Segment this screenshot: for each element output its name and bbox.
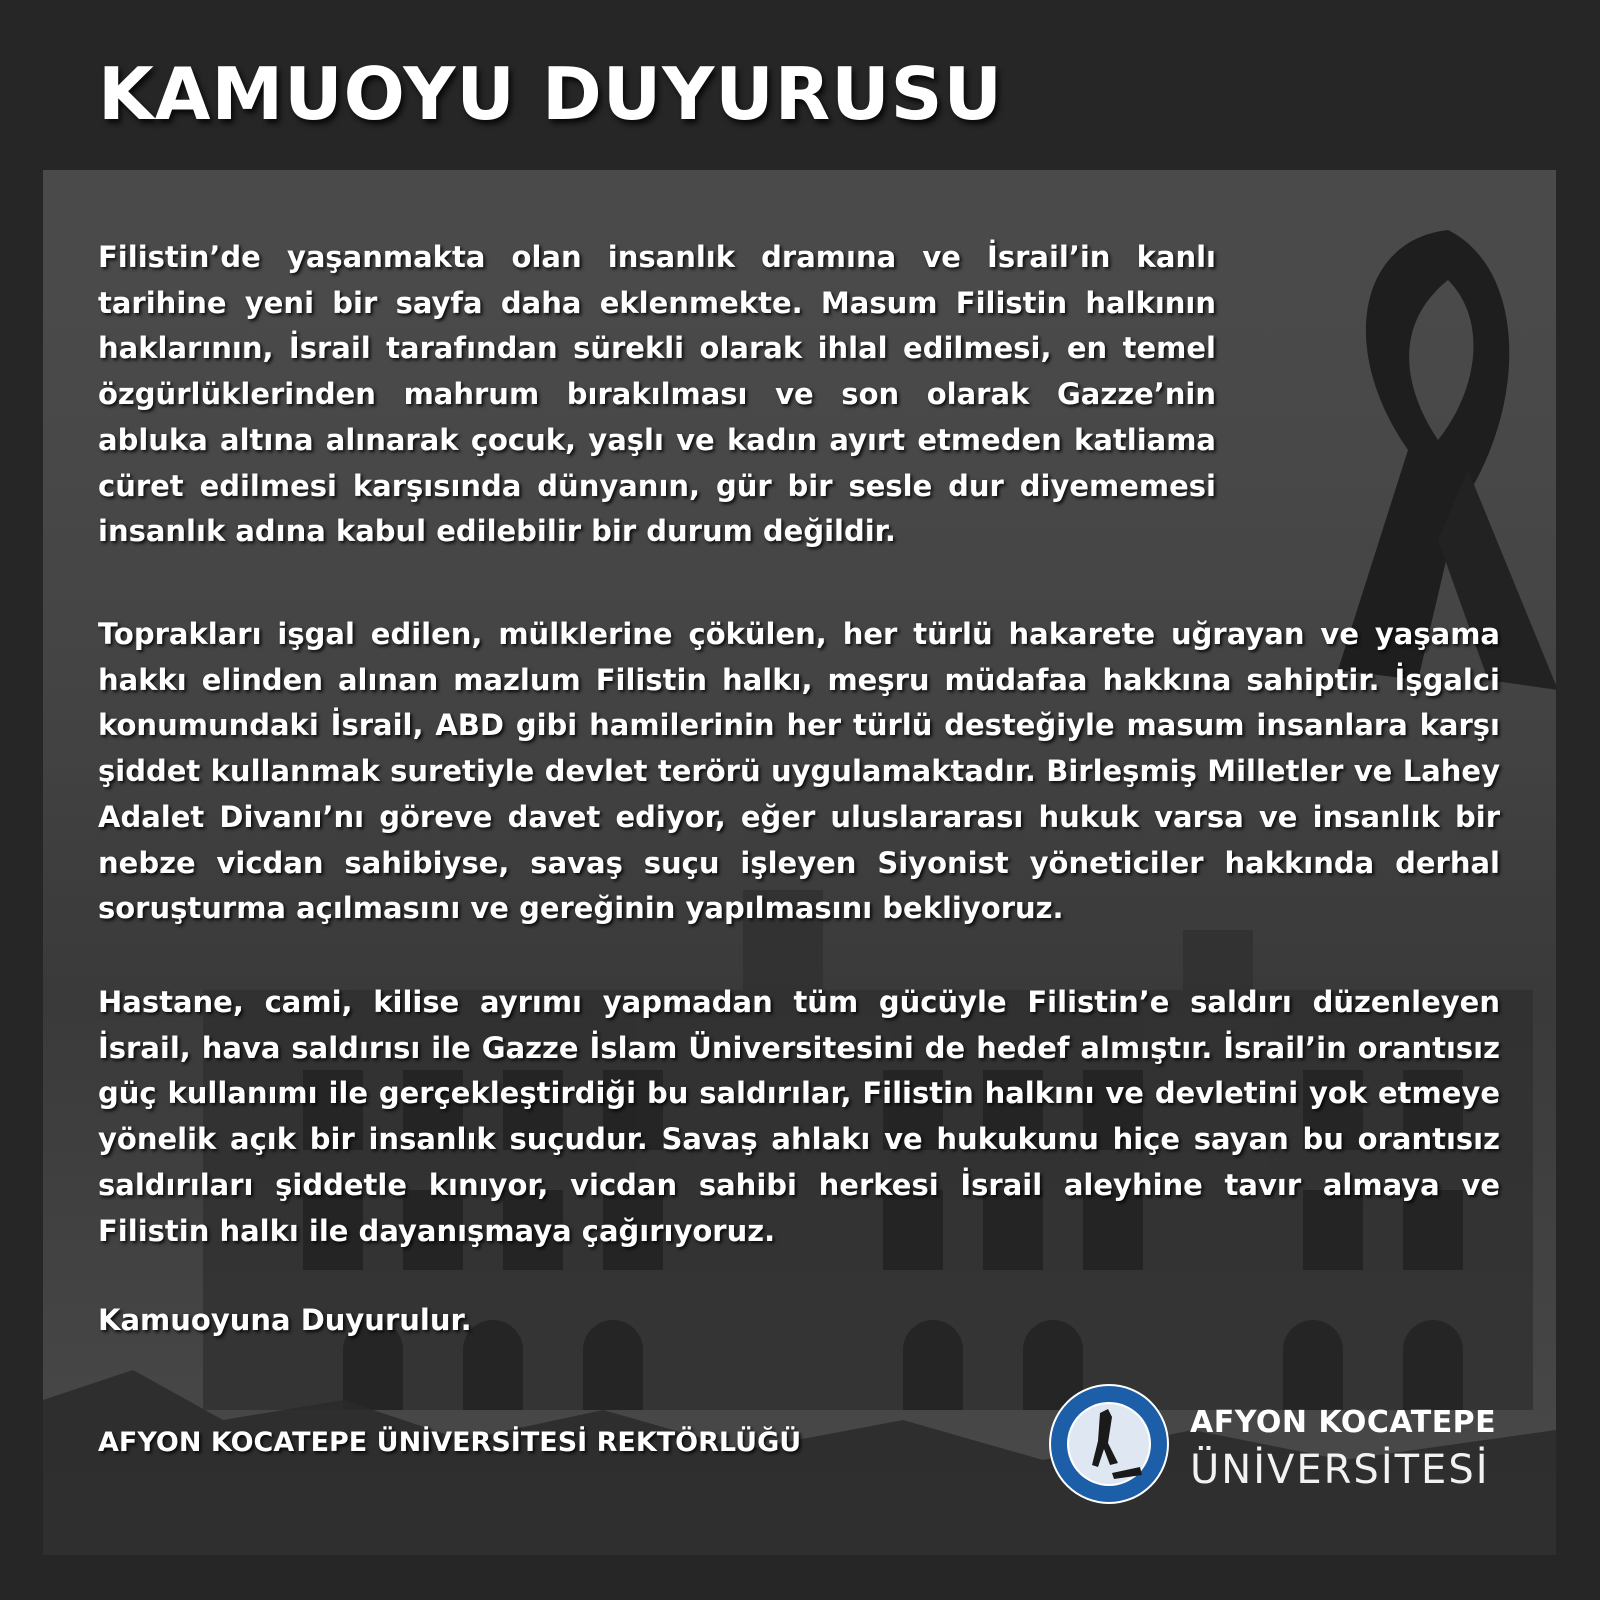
university-seal-icon [1048, 1383, 1170, 1505]
page-title: KAMUOYU DUYURUSU [98, 52, 1003, 136]
closing-line: Kamuoyuna Duyurulur. [98, 1303, 472, 1337]
paragraph-2: Toprakları işgal edilen, mülklerine çökülen, her türlü hakarete uğrayan ve yaşama hakkı elinden alınan mazlum Filistin halkı, meşru müdafaa hakkına sahiptir. İşgalci konumundaki İsrail, ABD gibi hamilerinin her türlü desteğiyle masum insanlara karşı şiddet kullanmak suretiyle devlet terörü uygulamaktadır. Birleşmiş Milletler ve Lahey Adalet Divanı’nı göreve davet ediyor, eğer uluslararası hukuk varsa ve insanlık bir nebze vicdan sahibiyse, savaş suçu işleyen Siyonist yöneticiler hakkında derhal soruşturma açılmasını ve gereğinin yapılmasını bekliyoruz. [98, 617, 1500, 926]
logo-name-line-1: AFYON KOCATEPE [1190, 1405, 1497, 1440]
signature: AFYON KOCATEPE ÜNİVERSİTESİ REKTÖRLÜĞÜ [98, 1427, 802, 1458]
paragraph-3: Hastane, cami, kilise ayrımı yapmadan tüm gücüyle Filistin’e saldırı düzenleyen İsrail, hava saldırısı ile Gazze İslam Üniversitesini de hedef almıştır. İsrail’in orantısız güç kullanımı ile gerçekleştirdiği bu saldırılar, Filistin halkını ve devletini yok etmeye yönelik açık bir insanlık suçudur. Savaş ahlakı ve hukukunu hiçe sayan bu orantısız saldırıları şiddetle kınıyor, vicdan sahibi herkesi İsrail aleyhine tavır almaya ve Filistin halkı ile dayanışmaya çağırıyoruz. [98, 985, 1500, 1248]
paragraph-1: Filistin’de yaşanmakta olan insanlık dramına ve İsrail’in kanlı tarihine yeni bir sayfa daha eklenmekte. Masum Filistin halkının haklarının, İsrail tarafından sürekli olarak ihlal edilmesi, en temel özgürlüklerinden mahrum bırakılması ve son olarak Gazze’nin abluka altına alınarak çocuk, yaşlı ve kadın ayırt etmeden katliama cüret edilmesi karşısında dünyanın, gür bir sesle dur diyememesi insanlık adına kabul edilebilir bir durum değildir. [98, 240, 1216, 549]
logo-name-line-2: ÜNİVERSİTESİ [1190, 1447, 1490, 1493]
